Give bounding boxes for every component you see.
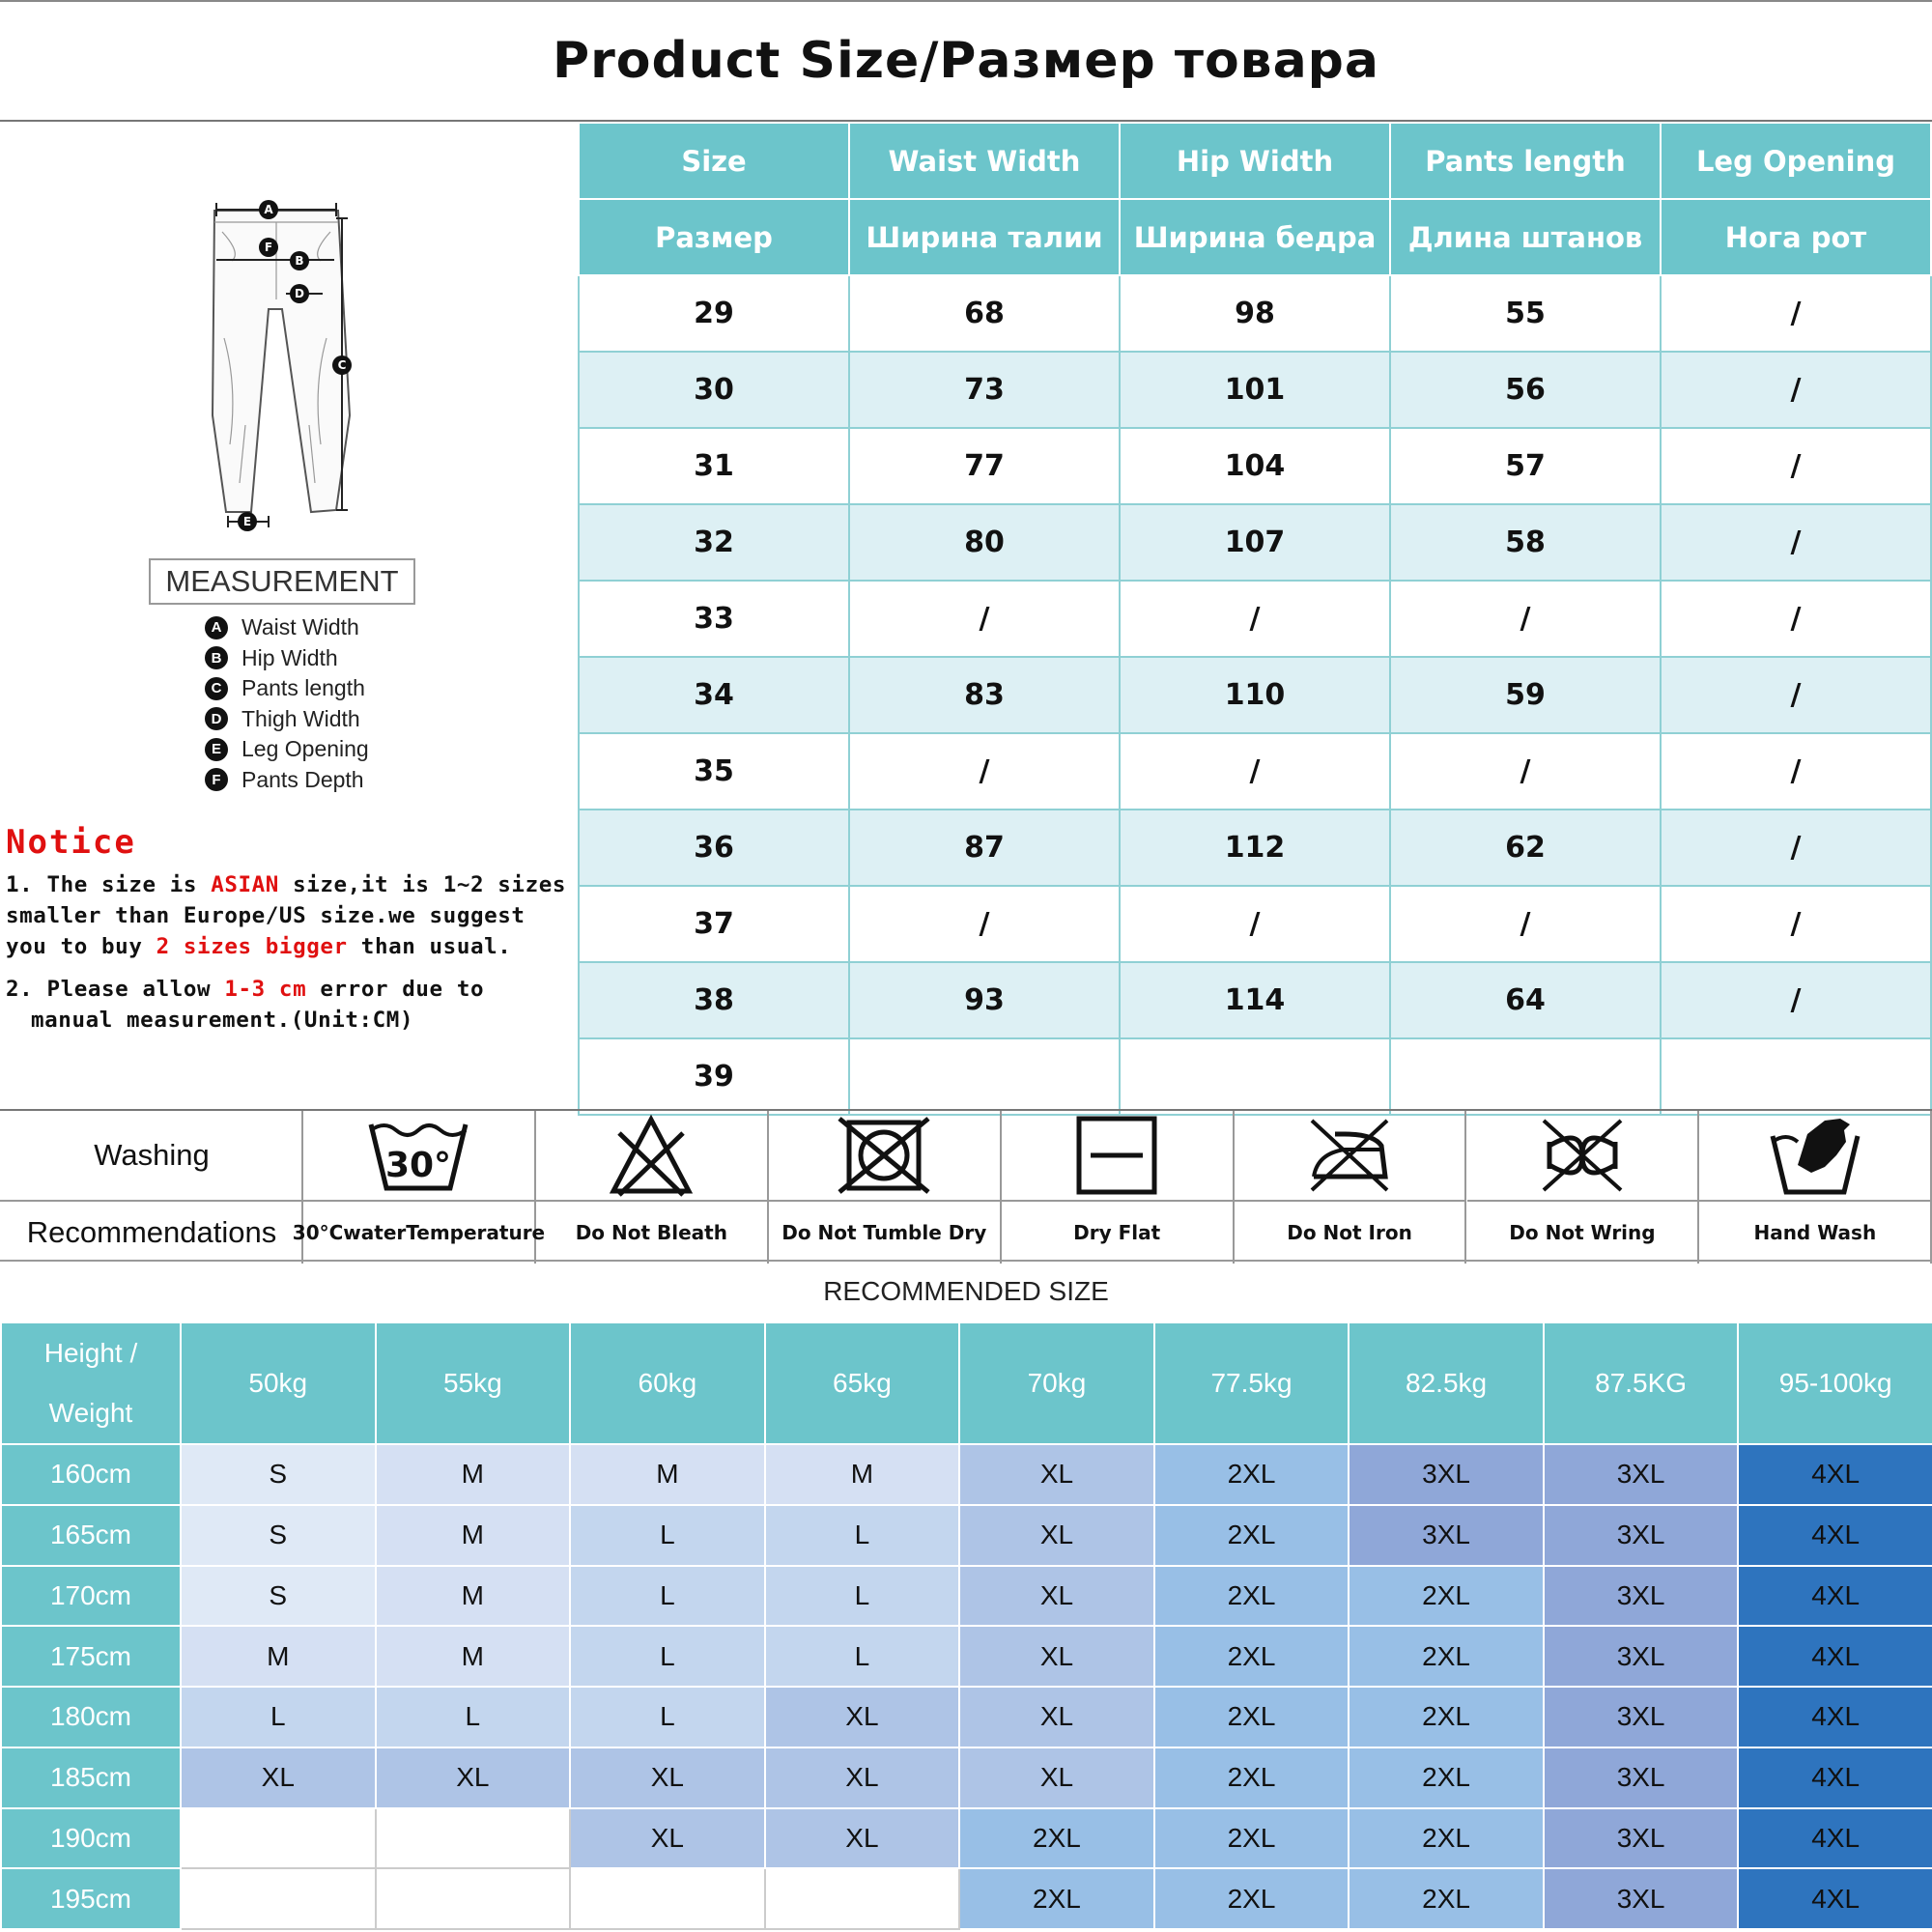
- height-label: 180cm: [1, 1687, 181, 1747]
- svg-text:C: C: [337, 358, 347, 372]
- legend-letter-badge: E: [205, 738, 228, 761]
- recommended-size-cell: 2XL: [1154, 1566, 1350, 1627]
- legend-letter-badge: B: [205, 646, 228, 669]
- size-table-cell: 107: [1120, 504, 1390, 581]
- size-table-cell: 55: [1390, 275, 1661, 352]
- size-table-cell: 83: [849, 657, 1120, 733]
- recommended-size-cell: XL: [570, 1808, 765, 1869]
- recommended-size-cell: 2XL: [1154, 1747, 1350, 1808]
- size-table-cell: 64: [1390, 962, 1661, 1038]
- notice-text: error due to: [306, 977, 485, 1002]
- recommended-size-cell: L: [765, 1566, 960, 1627]
- recommended-size-cell: XL: [181, 1747, 376, 1808]
- dry-flat-icon: [1002, 1111, 1233, 1202]
- washing-instruction-label: [1235, 1202, 1465, 1264]
- washing-instruction: [292, 1111, 546, 1264]
- notice-point-1: [6, 869, 576, 962]
- recommended-row: [1, 1868, 1932, 1929]
- washing-label-text: Do Not Wring: [1509, 1221, 1656, 1244]
- svg-text:B: B: [295, 254, 304, 268]
- recommended-size-cell: 3XL: [1544, 1808, 1739, 1869]
- svg-text:A: A: [264, 203, 273, 216]
- washing-section: [0, 1109, 1932, 1262]
- washing-label: [0, 1111, 303, 1264]
- recommended-size-cell: 2XL: [1349, 1808, 1544, 1869]
- recommended-size-cell: 3XL: [1544, 1868, 1739, 1929]
- size-table-cell: 36: [579, 810, 849, 886]
- washing-label-text: Temperature: [406, 1221, 546, 1244]
- size-table-cell: /: [1120, 733, 1390, 810]
- size-table-cell: Нога рот: [1661, 199, 1931, 275]
- size-table-row: [579, 733, 1931, 810]
- washing-label-text: Do Not Bleath: [575, 1221, 727, 1244]
- size-table-cell: 104: [1120, 428, 1390, 504]
- recommended-size-cell: XL: [765, 1808, 960, 1869]
- recommended-size-cell: XL: [959, 1566, 1154, 1627]
- size-table-cell: /: [1661, 962, 1931, 1038]
- recommended-row: [1, 1566, 1932, 1627]
- height-label: 175cm: [1, 1626, 181, 1687]
- legend-label: Pants Depth: [242, 766, 364, 792]
- recommended-size-cell: 3XL: [1544, 1747, 1739, 1808]
- recommended-size-cell: 2XL: [1154, 1505, 1350, 1566]
- size-table-row: [579, 962, 1931, 1038]
- washing-instruction-label: [769, 1202, 1000, 1264]
- washing-instruction-label: [1002, 1202, 1233, 1264]
- notice-highlight: 2 sizes bigger: [156, 934, 348, 959]
- wash-30-icon: [303, 1111, 534, 1202]
- legend-label: Thigh Width: [242, 705, 360, 731]
- svg-text:E: E: [242, 515, 252, 528]
- legend-item: [205, 673, 456, 704]
- size-table-row: [579, 504, 1931, 581]
- recommended-row: [1, 1747, 1932, 1808]
- notice-highlight: ASIAN: [211, 872, 279, 897]
- size-table-cell: Waist Width: [849, 123, 1120, 199]
- size-table-cell: /: [1661, 428, 1931, 504]
- notice-title: Notice: [6, 823, 136, 862]
- notice-text: 2. Please allow: [6, 977, 225, 1002]
- recommended-size-cell: XL: [959, 1626, 1154, 1687]
- size-table-cell: 37: [579, 886, 849, 962]
- size-table-cell: Hip Width: [1120, 123, 1390, 199]
- size-table-cell: 73: [849, 352, 1120, 428]
- recommended-size-cell: 2XL: [1349, 1626, 1544, 1687]
- recommended-size-cell: 2XL: [1349, 1566, 1544, 1627]
- weight-header: 82.5kg: [1349, 1322, 1544, 1444]
- size-table-cell: /: [1390, 886, 1661, 962]
- recommended-size-cell: 3XL: [1544, 1505, 1739, 1566]
- measurement-legend: [205, 612, 456, 795]
- no-iron-icon: [1235, 1111, 1465, 1202]
- washing-label-text: Do Not Iron: [1287, 1221, 1412, 1244]
- weight-header: 77.5kg: [1154, 1322, 1350, 1444]
- size-table-cell: [1390, 1038, 1661, 1115]
- notice-text: than usual.: [347, 934, 512, 959]
- size-table-cell: 93: [849, 962, 1120, 1038]
- notice-text: manual measurement.(Unit:CM): [31, 1008, 414, 1033]
- recommended-size-table: [0, 1321, 1932, 1930]
- height-label: 185cm: [1, 1747, 181, 1808]
- legend-item: [205, 704, 456, 735]
- size-table-cell: 30: [579, 352, 849, 428]
- size-table-cell: 68: [849, 275, 1120, 352]
- size-table-row: [579, 1038, 1931, 1115]
- recommended-size-cell: 2XL: [1154, 1868, 1350, 1929]
- page-title: Product Size/Размер товара: [0, 0, 1932, 122]
- washing-instruction-label: [292, 1202, 546, 1264]
- recommended-size-cell: L: [570, 1505, 765, 1566]
- legend-item: [205, 765, 456, 796]
- recommended-size-cell: XL: [959, 1747, 1154, 1808]
- recommended-size-cell: XL: [959, 1687, 1154, 1747]
- corner-line2: Weight: [48, 1398, 133, 1428]
- legend-letter-badge: A: [205, 616, 228, 639]
- recommended-row: [1, 1505, 1932, 1566]
- size-table-cell: /: [849, 886, 1120, 962]
- size-table-cell: Ширина бедра: [1120, 199, 1390, 275]
- recommended-size-cell: L: [376, 1687, 571, 1747]
- recommended-size-cell: XL: [765, 1747, 960, 1808]
- recommended-size-cell: XL: [765, 1687, 960, 1747]
- legend-letter-badge: C: [205, 677, 228, 700]
- recommended-size-cell: M: [570, 1444, 765, 1505]
- washing-instruction-label: [536, 1202, 767, 1264]
- size-table-cell: /: [1661, 810, 1931, 886]
- size-table-cell: 58: [1390, 504, 1661, 581]
- legend-item: [205, 612, 456, 643]
- height-label: 195cm: [1, 1868, 181, 1929]
- recommended-size-cell: L: [181, 1687, 376, 1747]
- size-table-cell: 38: [579, 962, 849, 1038]
- size-table-cell: 80: [849, 504, 1120, 581]
- size-table-header-ru: [579, 199, 1931, 275]
- size-table-cell: /: [849, 733, 1120, 810]
- size-table-row: [579, 428, 1931, 504]
- size-table-cell: /: [1120, 581, 1390, 657]
- height-weight-corner: [1, 1322, 181, 1444]
- size-table-cell: [1661, 1038, 1931, 1115]
- size-table-cell: /: [1661, 581, 1931, 657]
- recommended-size-cell: L: [570, 1566, 765, 1627]
- washing-instruction: [1235, 1111, 1467, 1264]
- washing-instruction: [536, 1111, 769, 1264]
- size-table-cell: 35: [579, 733, 849, 810]
- recommended-row: [1, 1808, 1932, 1869]
- size-table-row: [579, 886, 1931, 962]
- size-table-cell: Leg Opening: [1661, 123, 1931, 199]
- hand-wash-icon: [1699, 1111, 1930, 1202]
- size-table-cell: /: [849, 581, 1120, 657]
- size-table-cell: Size: [579, 123, 849, 199]
- weight-header: 55kg: [376, 1322, 571, 1444]
- size-table-cell: 101: [1120, 352, 1390, 428]
- weight-header: 95-100kg: [1738, 1322, 1932, 1444]
- size-table-row: [579, 352, 1931, 428]
- size-table-cell: 87: [849, 810, 1120, 886]
- size-table-row: [579, 657, 1931, 733]
- svg-text:D: D: [295, 287, 304, 300]
- washing-label-text: 30°Cwater: [292, 1221, 407, 1244]
- no-bleach-icon: [536, 1111, 767, 1202]
- recommended-size-cell: 4XL: [1738, 1868, 1932, 1929]
- recommended-size-cell: 2XL: [959, 1808, 1154, 1869]
- size-table-cell: /: [1661, 733, 1931, 810]
- recommended-size-cell: L: [765, 1626, 960, 1687]
- recommended-size-cell: 3XL: [1349, 1505, 1544, 1566]
- legend-label: Leg Opening: [242, 736, 369, 762]
- size-table-cell: 56: [1390, 352, 1661, 428]
- recommended-size-cell: XL: [959, 1505, 1154, 1566]
- notice-highlight: 1-3 cm: [224, 977, 307, 1002]
- size-table: [578, 122, 1932, 1116]
- notice-text: smaller than Europe/US size.we suggest: [6, 903, 526, 928]
- recommended-header-row: [1, 1322, 1932, 1444]
- size-table-cell: Длина штанов: [1390, 199, 1661, 275]
- size-table-row: [579, 581, 1931, 657]
- size-table-cell: /: [1661, 352, 1931, 428]
- size-table-cell: 114: [1120, 962, 1390, 1038]
- weight-header: 50kg: [181, 1322, 376, 1444]
- recommended-size-cell: L: [765, 1505, 960, 1566]
- measurement-label: MEASUREMENT: [149, 558, 415, 605]
- recommended-size-cell: 2XL: [1349, 1747, 1544, 1808]
- size-table-cell: /: [1390, 581, 1661, 657]
- washing-label-line1: Washing: [0, 1111, 303, 1202]
- recommended-size-cell: M: [181, 1626, 376, 1687]
- recommended-size-cell: 2XL: [1154, 1626, 1350, 1687]
- wash-temperature-text: 30°: [385, 1146, 452, 1185]
- washing-instruction: [1467, 1111, 1700, 1264]
- size-table-cell: 33: [579, 581, 849, 657]
- recommended-row: [1, 1687, 1932, 1747]
- washing-label-text: Dry Flat: [1073, 1221, 1161, 1244]
- height-label: 170cm: [1, 1566, 181, 1627]
- size-table-cell: 77: [849, 428, 1120, 504]
- recommended-size-cell: 2XL: [1154, 1444, 1350, 1505]
- recommended-size-cell: 4XL: [1738, 1747, 1932, 1808]
- washing-instruction: [1699, 1111, 1932, 1264]
- size-table-cell: Ширина талии: [849, 199, 1120, 275]
- size-table-cell: /: [1390, 733, 1661, 810]
- legend-letter-badge: F: [205, 768, 228, 791]
- recommended-size-cell: 3XL: [1349, 1444, 1544, 1505]
- size-table-cell: 34: [579, 657, 849, 733]
- size-table-cell: [849, 1038, 1120, 1115]
- corner-line1: Height /: [43, 1338, 138, 1368]
- size-table-cell: 112: [1120, 810, 1390, 886]
- size-table-cell: 32: [579, 504, 849, 581]
- recommended-size-cell: 3XL: [1544, 1566, 1739, 1627]
- size-table-cell: /: [1661, 504, 1931, 581]
- size-table-cell: 59: [1390, 657, 1661, 733]
- size-table-cell: 31: [579, 428, 849, 504]
- pants-diagram: [145, 193, 386, 541]
- recommended-size-cell: 3XL: [1544, 1687, 1739, 1747]
- size-table-cell: /: [1661, 275, 1931, 352]
- size-table-cell: Pants length: [1390, 123, 1661, 199]
- weight-header: 87.5KG: [1544, 1322, 1739, 1444]
- recommended-row: [1, 1444, 1932, 1505]
- notice-point-2: [6, 974, 576, 1036]
- recommended-size-cell: XL: [570, 1747, 765, 1808]
- no-wring-icon: [1467, 1111, 1698, 1202]
- size-table-cell: 29: [579, 275, 849, 352]
- size-table-row: [579, 810, 1931, 886]
- notice-text: 1. The size is: [6, 872, 212, 897]
- size-table-cell: 57: [1390, 428, 1661, 504]
- size-table-cell: /: [1661, 886, 1931, 962]
- size-table-cell: 39: [579, 1038, 849, 1115]
- recommended-size-cell: S: [181, 1505, 376, 1566]
- recommended-size-cell: [570, 1868, 765, 1929]
- recommended-size-cell: XL: [959, 1444, 1154, 1505]
- recommended-size-cell: M: [765, 1444, 960, 1505]
- size-table-cell: 110: [1120, 657, 1390, 733]
- legend-item: [205, 734, 456, 765]
- notice-text: you to buy: [6, 934, 156, 959]
- size-table-cell: 62: [1390, 810, 1661, 886]
- recommended-size-cell: 4XL: [1738, 1444, 1932, 1505]
- recommended-size-cell: 2XL: [1154, 1808, 1350, 1869]
- recommended-size-cell: 4XL: [1738, 1505, 1932, 1566]
- size-table-cell: /: [1120, 886, 1390, 962]
- notice-section: [6, 823, 576, 1036]
- legend-label: Pants length: [242, 675, 365, 701]
- washing-label-text: Hand Wash: [1753, 1221, 1877, 1244]
- washing-label-text: Do Not Tumble Dry: [781, 1221, 987, 1244]
- weight-header: 60kg: [570, 1322, 765, 1444]
- recommended-size-cell: S: [181, 1566, 376, 1627]
- recommended-size-cell: L: [570, 1687, 765, 1747]
- svg-text:F: F: [264, 241, 273, 254]
- recommended-size-cell: 2XL: [959, 1868, 1154, 1929]
- recommended-size-cell: 4XL: [1738, 1566, 1932, 1627]
- recommended-row: [1, 1626, 1932, 1687]
- recommended-size-cell: 4XL: [1738, 1808, 1932, 1869]
- recommended-size-cell: M: [376, 1566, 571, 1627]
- size-table-cell: /: [1661, 657, 1931, 733]
- washing-label-line2: Recommendations: [26, 1215, 277, 1249]
- size-table-cell: 98: [1120, 275, 1390, 352]
- weight-header: 65kg: [765, 1322, 960, 1444]
- recommended-size-cell: [376, 1808, 571, 1869]
- size-table-header-en: [579, 123, 1931, 199]
- legend-label: Hip Width: [242, 644, 338, 670]
- recommended-size-cell: 2XL: [1349, 1687, 1544, 1747]
- size-table-cell: Размер: [579, 199, 849, 275]
- recommended-size-cell: [181, 1808, 376, 1869]
- recommended-size-title: RECOMMENDED SIZE: [823, 1276, 1109, 1306]
- notice-text: size,it is 1~2 sizes: [278, 872, 567, 897]
- height-label: 165cm: [1, 1505, 181, 1566]
- recommended-size-cell: 2XL: [1154, 1687, 1350, 1747]
- size-table-cell: [1120, 1038, 1390, 1115]
- recommended-size-cell: S: [181, 1444, 376, 1505]
- recommended-size-cell: [376, 1868, 571, 1929]
- recommended-size-cell: 3XL: [1544, 1444, 1739, 1505]
- recommended-size-cell: [181, 1868, 376, 1929]
- legend-label: Waist Width: [242, 614, 359, 640]
- recommended-size-cell: M: [376, 1444, 571, 1505]
- recommended-size-cell: 3XL: [1544, 1626, 1739, 1687]
- washing-instruction: [769, 1111, 1002, 1264]
- height-label: 160cm: [1, 1444, 181, 1505]
- legend-letter-badge: D: [205, 707, 228, 730]
- size-table-row: [579, 275, 1931, 352]
- no-tumble-dry-icon: [769, 1111, 1000, 1202]
- washing-instruction-label: [1467, 1202, 1698, 1264]
- height-label: 190cm: [1, 1808, 181, 1869]
- recommended-size-cell: 4XL: [1738, 1626, 1932, 1687]
- washing-instruction-label: [1699, 1202, 1930, 1264]
- recommended-size-cell: XL: [376, 1747, 571, 1808]
- recommended-size-cell: L: [570, 1626, 765, 1687]
- recommended-size-cell: 4XL: [1738, 1687, 1932, 1747]
- weight-header: 70kg: [959, 1322, 1154, 1444]
- legend-item: [205, 643, 456, 674]
- recommended-size-cell: M: [376, 1626, 571, 1687]
- washing-instruction: [1002, 1111, 1235, 1264]
- recommended-size-cell: M: [376, 1505, 571, 1566]
- recommended-size-cell: 2XL: [1349, 1868, 1544, 1929]
- recommended-size-cell: [765, 1868, 960, 1929]
